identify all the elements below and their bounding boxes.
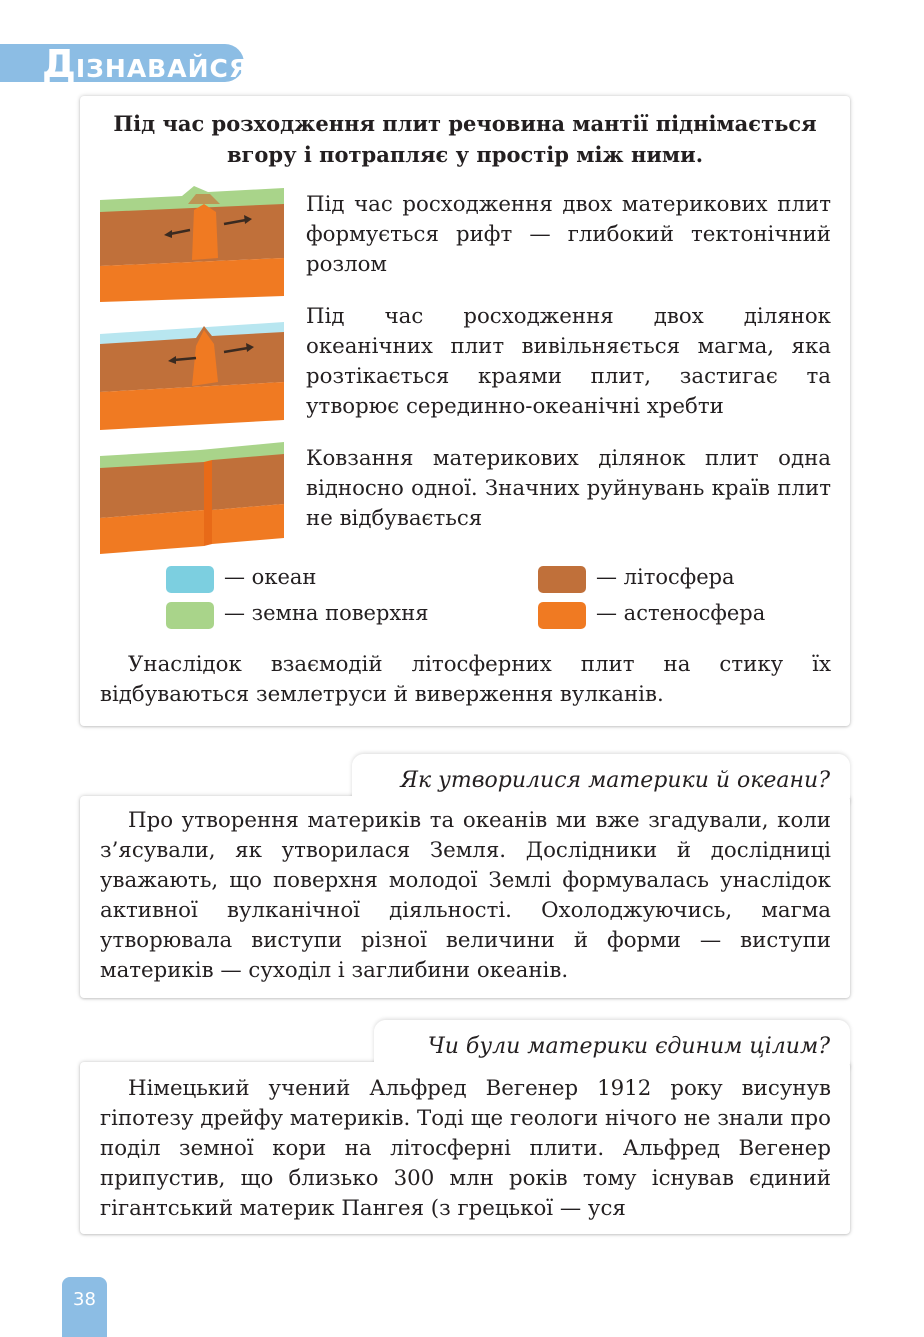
continental-rift-illustration xyxy=(100,182,284,306)
rift-description: Під час росходження двох материкових плит формується рифт — глибокий тектонічний розлом xyxy=(306,192,831,277)
question-2: Чи були материки єдиним цілим? xyxy=(427,1034,830,1059)
continents-origin-paragraph: Про утворення материків та океанів ми вже згадували, коли з’ясували, як утворилася Земля. Дослідники й дослідниці уважають, що поверхня молодої Землі формувалась унаслідок активної вулканічної діяльності. Охолоджуючись, магма утворювала виступи різної величини й форми — виступи материків — суходіл і заглибини океанів. xyxy=(100,808,831,983)
mid-ocean-ridge-illustration xyxy=(100,312,284,434)
conclusion-text: Унаслідок взаємодій літосферних плит на стику їх відбуваються землетруси й виверження вулканів. xyxy=(100,652,831,707)
pangea-text xyxy=(100,1074,831,1224)
continents-origin-text xyxy=(100,806,831,986)
legend-label-surface: — земна поверхня xyxy=(224,601,429,625)
legend-label-asthenosphere: — астеносфера xyxy=(596,601,766,625)
legend-swatch-asthenosphere xyxy=(538,602,586,629)
card-conclusion xyxy=(100,650,831,710)
card-heading: Під час розходження плит речовина мантії піднімається вгору і потрапляє у простір між ними. xyxy=(113,111,817,167)
transform-description: Ковзання материкових ділянок плит одна відносно одної. Значних руйнувань країв плит не відбувається xyxy=(306,446,831,531)
section-tag xyxy=(42,42,250,86)
legend-label-lithosphere: — літосфера xyxy=(596,565,735,589)
legend-swatch-ocean xyxy=(166,566,214,593)
pangea-paragraph: Німецький учений Альфред Вегенер 1912 року висунув гіпотезу дрейфу материків. Тоді ще геологи нічого не знали про поділ земної кори на літосферні плити. Альфред Вегенер припустив, що близько 300 млн років тому існував єдиний гігантський материк Пангея (з грецької — уся xyxy=(100,1076,831,1221)
section-tag-rest: ІЗНАВАЙСЯ xyxy=(75,54,250,83)
legend-label-ocean: — океан xyxy=(224,565,317,589)
legend-swatch-lithosphere xyxy=(538,566,586,593)
transform-fault-illustration xyxy=(100,434,284,556)
page-number: 38 xyxy=(62,1277,107,1337)
question-1: Як утворилися материки й океани? xyxy=(400,768,830,793)
section-tag-initial: Д xyxy=(42,42,76,86)
ocean-ridge-description: Під час росходження двох ділянок океанічних плит вивільняється магма, яка розтікається краями плит, застигає та утворює серединно-океанічні хребти xyxy=(306,304,831,419)
legend-swatch-surface xyxy=(166,602,214,629)
